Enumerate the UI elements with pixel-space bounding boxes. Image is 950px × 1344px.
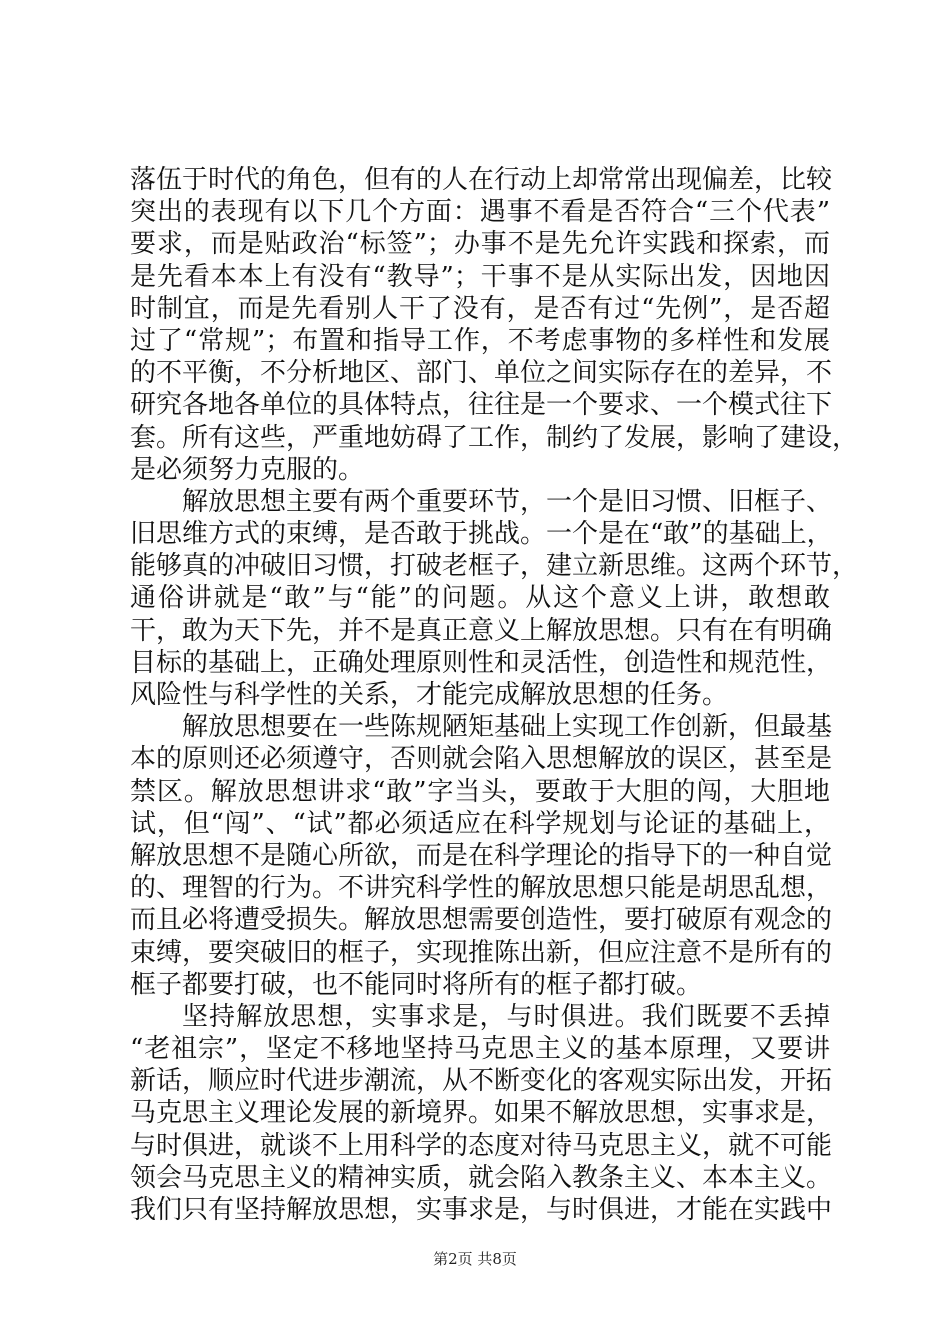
text-line: 我们只有坚持解放思想，实事求是，与时俱进，才能在实践中 bbox=[130, 1195, 833, 1225]
text-line: 试，但“闯”、“试”都必须适应在科学规划与论证的基础上， bbox=[130, 808, 830, 839]
paragraph bbox=[130, 711, 833, 1001]
text-line: 干，敢为天下先，并不是真正意义上解放思想。只有在有明确 bbox=[130, 615, 833, 646]
text-line: 突出的表现有以下几个方面：遇事不看是否符合“三个代表” bbox=[130, 197, 830, 228]
page-footer: 第2页 共8页 bbox=[433, 1250, 517, 1268]
text-line: 框子都要打破，也不能同时将所有的框子都打破。 bbox=[130, 969, 703, 1000]
text-line: 的、理智的行为。不讲究科学性的解放思想只能是胡思乱想， bbox=[130, 873, 833, 904]
text-line: 马克思主义理论发展的新境界。如果不解放思想，实事求是， bbox=[130, 1098, 833, 1129]
text-line: 旧思维方式的束缚，是否敢于挑战。一个是在“敢”的基础上， bbox=[130, 519, 833, 550]
body-text bbox=[130, 164, 859, 1226]
text-line: 领会马克思主义的精神实质，就会陷入教条主义、本本主义。 bbox=[130, 1162, 833, 1193]
text-line: 风险性与科学性的关系，才能完成解放思想的任务。 bbox=[130, 680, 729, 710]
text-line: 过了“常规”；布置和指导工作，不考虑事物的多样性和发展 bbox=[130, 325, 830, 356]
text-line: 是先看本本上有没有“教导”；干事不是从实际出发，因地因 bbox=[130, 261, 830, 292]
text-line: 落伍于时代的角色，但有的人在行动上却常常出现偏差，比较 bbox=[130, 165, 833, 195]
text-line: “老祖宗”，坚定不移地坚持马克思主义的基本原理，又要讲 bbox=[130, 1034, 830, 1065]
paragraph bbox=[130, 1001, 833, 1226]
text-line: 目标的基础上，正确处理原则性和灵活性，创造性和规范性， bbox=[130, 647, 833, 678]
text-line: 而且必将遭受损失。解放思想需要创造性，要打破原有观念的 bbox=[130, 905, 833, 936]
text-line: 解放思想要在一些陈规陋矩基础上实现工作创新，但最基 bbox=[182, 712, 833, 743]
paragraph bbox=[130, 164, 859, 486]
text-line: 能够真的冲破旧习惯，打破老框子，建立新思维。这两个环节， bbox=[130, 551, 859, 582]
text-line: 解放思想不是随心所欲，而是在科学理论的指导下的一种自觉 bbox=[130, 840, 833, 871]
text-line: 禁区。解放思想讲求“敢”字当头，要敢于大胆的闯，大胆地 bbox=[130, 776, 830, 807]
text-line: 要求，而是贴政治“标签”；办事不是先允许实践和探索，而 bbox=[130, 229, 830, 260]
text-line: 套。所有这些，严重地妨碍了工作，制约了发展，影响了建设， bbox=[130, 422, 859, 453]
text-line: 坚持解放思想，实事求是，与时俱进。我们既要不丢掉 bbox=[182, 1001, 830, 1032]
text-line: 与时俱进，就谈不上用科学的态度对待马克思主义，就不可能 bbox=[130, 1130, 833, 1161]
text-line: 解放思想主要有两个重要环节，一个是旧习惯、旧框子、 bbox=[182, 486, 833, 517]
text-line: 束缚，要突破旧的框子，实现推陈出新，但应注意不是所有的 bbox=[130, 937, 833, 968]
text-line: 的不平衡，不分析地区、部门、单位之间实际存在的差异，不 bbox=[130, 358, 833, 389]
text-line: 新话，顺应时代进步潮流，从不断变化的客观实际出发，开拓 bbox=[130, 1066, 833, 1097]
paragraph bbox=[130, 486, 859, 711]
text-line: 研究各地各单位的具体特点，往往是一个要求、一个模式往下 bbox=[130, 390, 833, 421]
text-line: 通俗讲就是“敢”与“能”的问题。从这个意义上讲，敢想敢 bbox=[130, 583, 830, 614]
text-line: 本的原则还必须遵守，否则就会陷入思想解放的误区，甚至是 bbox=[130, 744, 833, 775]
text-line: 是必须努力克服的。 bbox=[130, 454, 365, 485]
text-line: 时制宜，而是先看别人干了没有，是否有过“先例”，是否超 bbox=[130, 293, 830, 324]
